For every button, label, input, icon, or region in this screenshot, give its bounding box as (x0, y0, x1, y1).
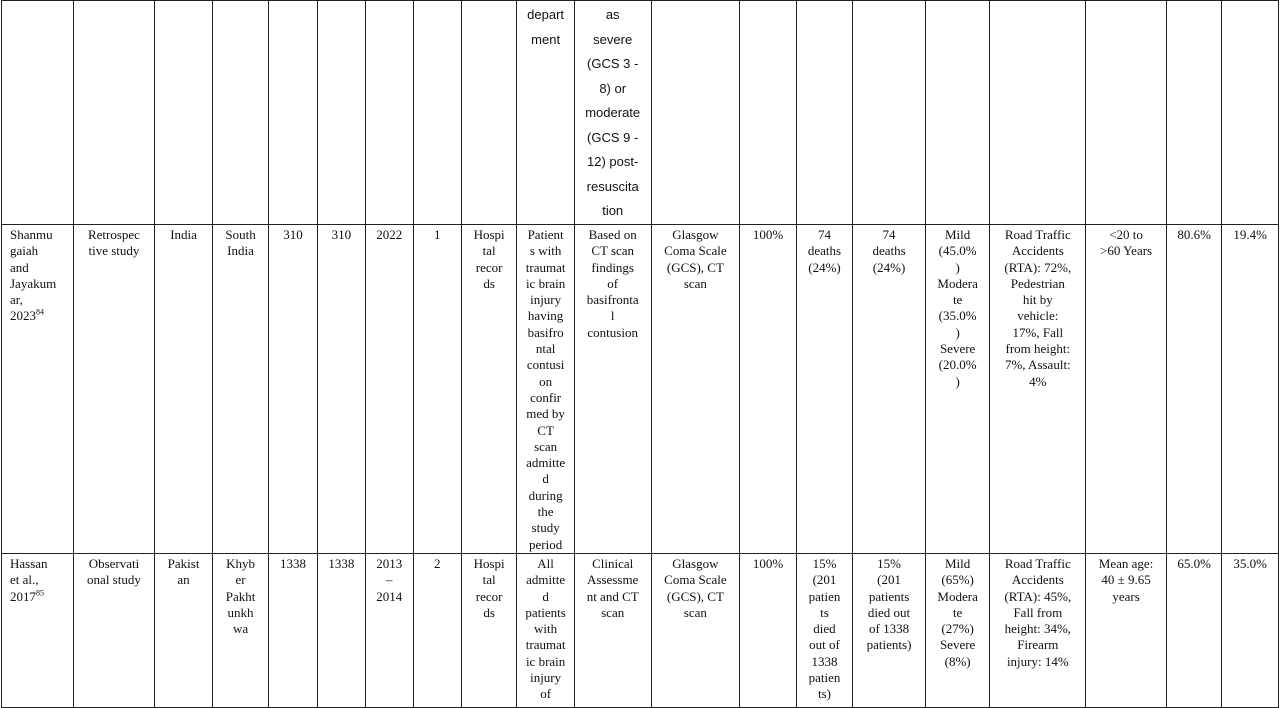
table-cell (212, 225, 268, 554)
cell-text: as severe (GCS 3 - 8) or moderate (GCS 9 - 12) post- resuscita tion (585, 7, 641, 218)
table-cell (317, 1, 365, 225)
table-cell (740, 1, 796, 225)
table-cell (517, 1, 574, 225)
table-cell (574, 1, 651, 225)
table-cell (796, 225, 852, 554)
table-cell (461, 553, 516, 707)
table-cell (990, 1, 1086, 225)
cell-text: 80.6% (1177, 227, 1211, 242)
table-cell (796, 553, 852, 707)
table-cell (317, 225, 365, 554)
table-cell (1222, 553, 1279, 707)
cell-text: 15% (201 patien ts died out of 1338 patien ts) (808, 555, 841, 702)
cell-text: 74 deaths (24%) (807, 227, 842, 275)
table-cell (155, 225, 212, 554)
table-cell (73, 553, 155, 707)
cell-text: depart ment (527, 7, 565, 47)
author-text: Shanmu gaiah and Jayakum ar, 2023 (10, 227, 57, 324)
cell-text: Mean age: 40 ± 9.65 years (1098, 555, 1154, 604)
table-cell (990, 553, 1086, 707)
table-cell (1222, 1, 1279, 225)
table-cell (461, 1, 516, 225)
cell-text: 74 deaths (24%) (872, 227, 906, 275)
cell-text: 35.0% (1233, 555, 1267, 571)
cell-text: India (170, 227, 197, 242)
table-cell (1166, 1, 1221, 225)
table-cell (366, 553, 413, 707)
cell-text: Glasgow Coma Scale (GCS), CT scan (664, 227, 727, 291)
table-cell (517, 225, 574, 554)
table-cell (366, 225, 413, 554)
author-text: Hassan et al., 2017 (10, 555, 48, 604)
cell-text: Clinical Assessme nt and CT scan (586, 555, 639, 620)
table-cell (212, 1, 268, 225)
cell-text: 2013 – 2014 (376, 555, 403, 604)
cell-text: 100% (752, 227, 784, 242)
table-cell (1086, 225, 1167, 554)
cell-text: <20 to >60 Years (1100, 227, 1153, 259)
table-cell (853, 225, 926, 554)
cell-text: Based on CT scan findings of basifronta l contusion (586, 227, 639, 340)
cell-text: Observati onal study (87, 555, 141, 588)
cell-text: Mild (45.0% ) Modera te (35.0% ) Severe (20.0% ) (937, 227, 978, 389)
cell-text: 100% (752, 555, 784, 571)
table-cell (990, 225, 1086, 554)
table-cell (574, 225, 651, 554)
cell-text: Glasgow Coma Scale (GCS), CT scan (664, 555, 727, 620)
table-cell (1166, 553, 1221, 707)
cell-text: 2 (433, 555, 441, 571)
table-cell (269, 1, 317, 225)
reference-number: 84 (36, 308, 44, 318)
table-cell (925, 1, 990, 225)
cell-text: Patient s with traumat ic brain injury having basifro ntal contusi on confir med by CT scan admitte d during the study period (525, 227, 566, 552)
cell-text: All admitte d patients with traumat ic brain injury of (525, 555, 566, 702)
cell-text: Retrospec tive study (87, 227, 140, 259)
table-row (2, 225, 1279, 554)
table-cell (651, 1, 740, 225)
cell-text: 65.0% (1177, 555, 1211, 571)
table-cell (461, 225, 516, 554)
cell-text: Pakist an (167, 555, 200, 588)
table-cell (413, 553, 461, 707)
cell-text: Khyb er Pakht unkh wa (225, 555, 256, 637)
reference-number: 85 (36, 588, 44, 598)
table-cell (155, 1, 212, 225)
table-cell (2, 225, 74, 554)
table-cell (1166, 225, 1221, 554)
table-cell (1222, 225, 1279, 554)
table-row (2, 553, 1279, 707)
cell-text: South India (225, 227, 256, 259)
cell-text: 2022 (376, 227, 403, 242)
table-cell (413, 225, 461, 554)
cell-text: 19.4% (1233, 227, 1267, 242)
table-cell (925, 225, 990, 554)
table-cell (269, 225, 317, 554)
table-cell (413, 1, 461, 225)
table-cell (269, 553, 317, 707)
table-cell (651, 225, 740, 554)
table-cell (73, 1, 155, 225)
cell-text: Hospi tal recor ds (473, 555, 505, 620)
cell-text: 310 (331, 227, 352, 242)
table-cell (740, 225, 796, 554)
table-cell (517, 553, 574, 707)
table-cell (1086, 1, 1167, 225)
table-cell (574, 553, 651, 707)
cell-text: 1 (433, 227, 441, 242)
author-citation (10, 227, 72, 325)
cell-text: Road Traffic Accidents (RTA): 45%, Fall from height: 34%, Firearm injury: 14% (1004, 555, 1072, 669)
cell-text: 310 (283, 227, 303, 242)
table-cell (317, 553, 365, 707)
cell-text: 1338 (279, 555, 306, 571)
cell-text: Hospi tal recor ds (473, 227, 505, 291)
table-cell (2, 1, 74, 225)
table-cell (853, 1, 926, 225)
table-cell (155, 553, 212, 707)
table-cell (2, 553, 74, 707)
table-cell (1086, 553, 1167, 707)
table-cell (740, 553, 796, 707)
table-row (2, 1, 1279, 225)
table-cell (853, 553, 926, 707)
author-citation (10, 556, 72, 605)
table-cell (925, 553, 990, 707)
cell-text: Mild (65%) Modera te (27%) Severe (8%) (937, 555, 978, 669)
table-cell (73, 225, 155, 554)
table-cell (796, 1, 852, 225)
table-cell (651, 553, 740, 707)
table-cell (366, 1, 413, 225)
study-table (1, 0, 1279, 708)
cell-text: Road Traffic Accidents (RTA): 72%, Pedestrian hit by vehicle: 17%, Fall from height: 7%, Assault: 4% (1004, 227, 1072, 389)
cell-text: 15% (201 patients died out of 1338 patients) (866, 555, 912, 653)
table-cell (212, 553, 268, 707)
cell-text: 1338 (328, 555, 355, 571)
